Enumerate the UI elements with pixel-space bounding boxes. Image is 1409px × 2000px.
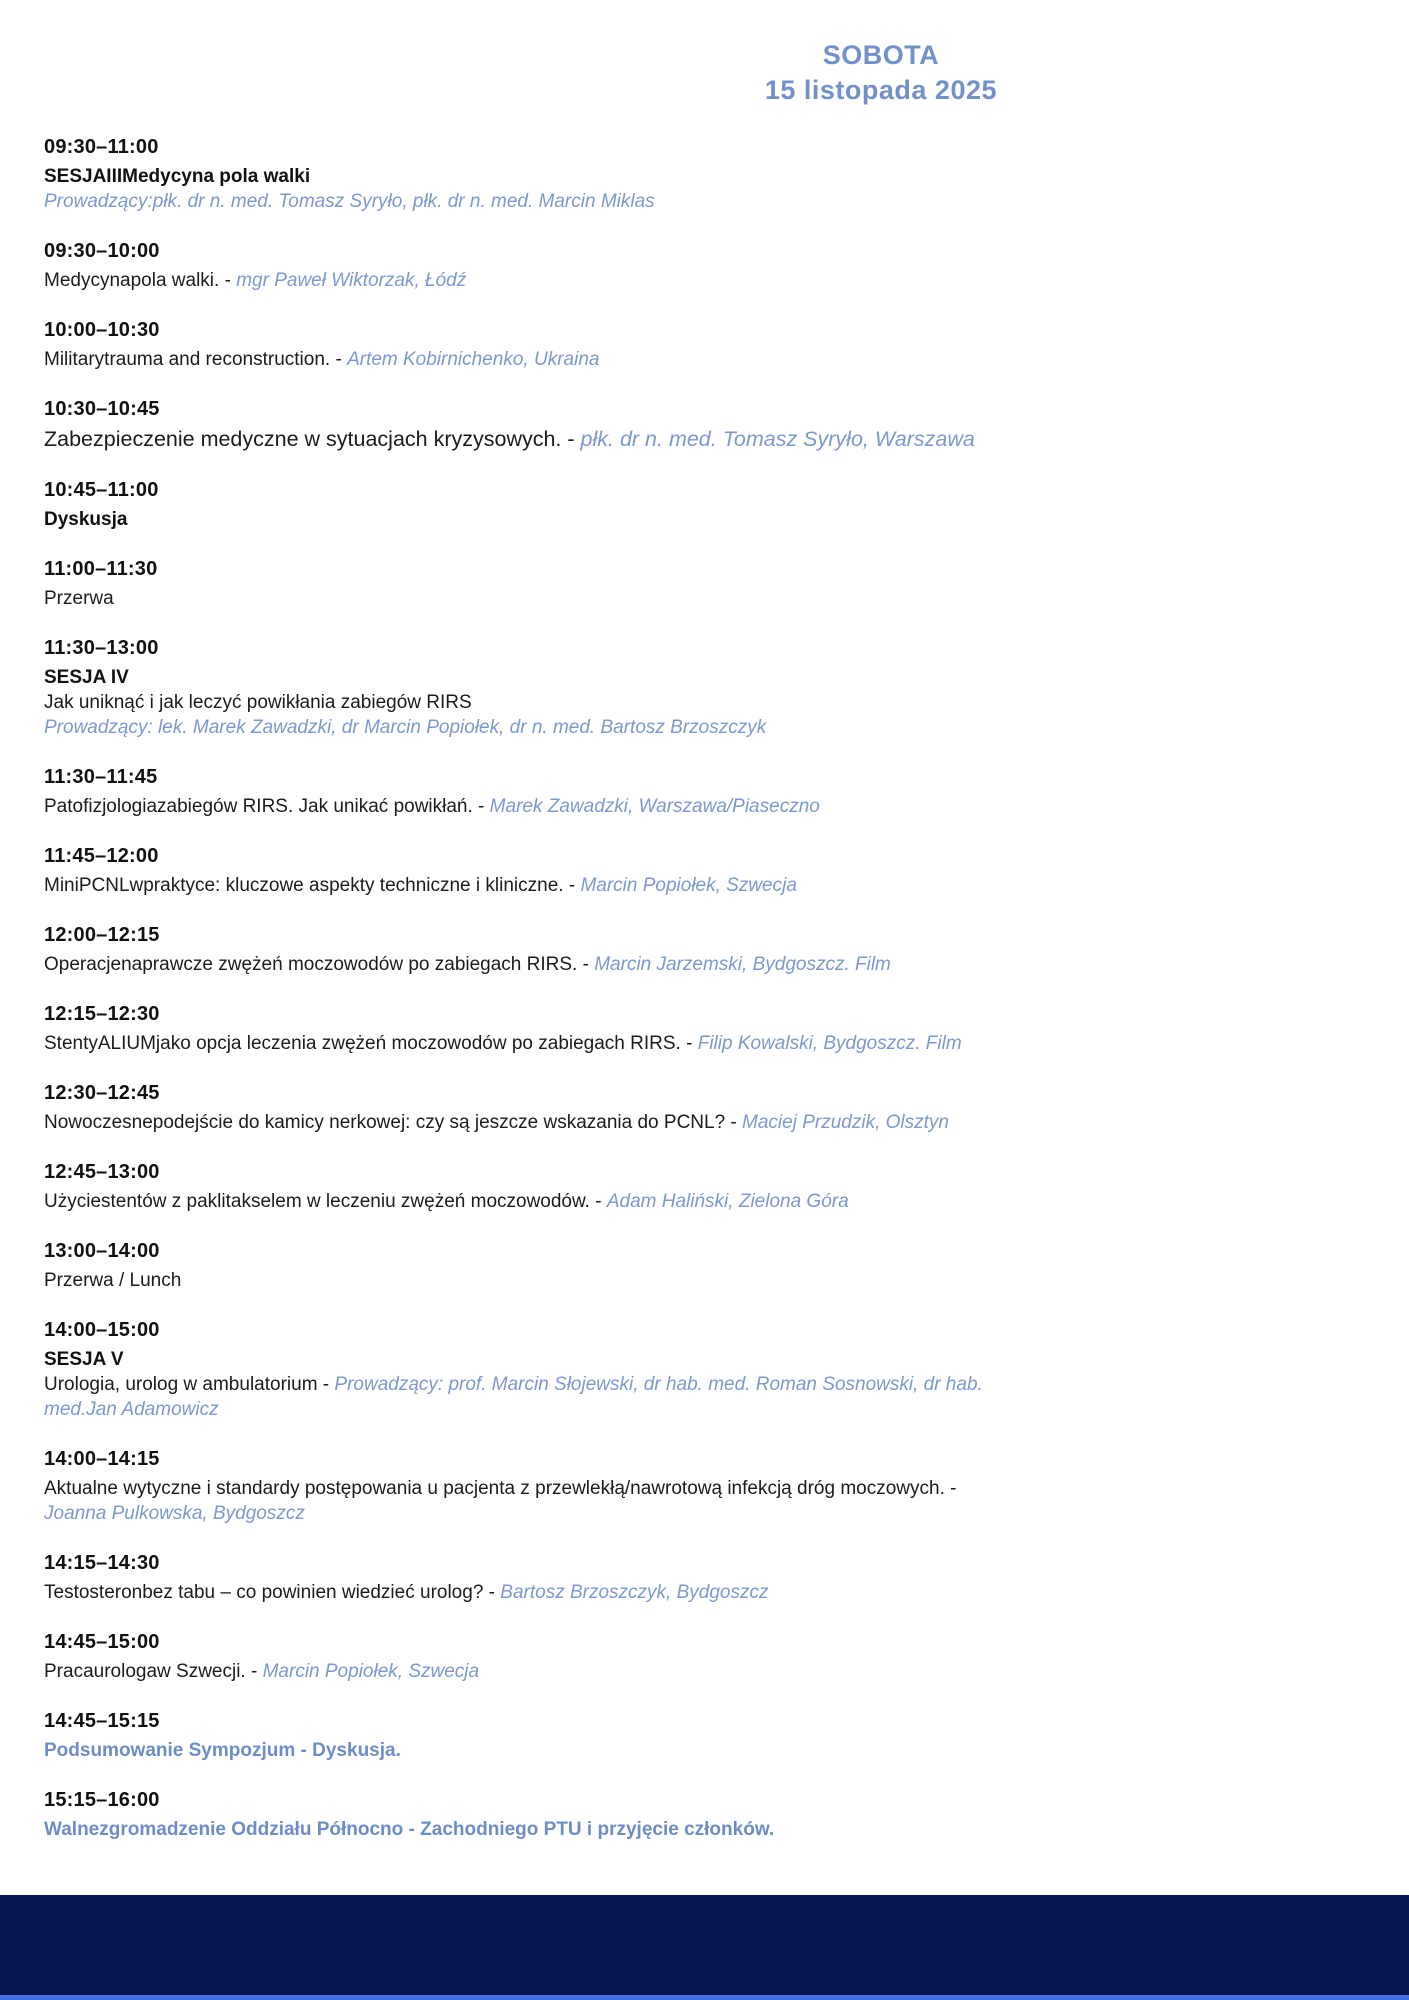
- entry-line: [44, 665, 1009, 690]
- line-text: Militarytrauma and reconstruction. -: [44, 349, 348, 370]
- line-text: SESJA IV: [44, 667, 129, 688]
- line-text: Nowoczesnepodejście do kamicy nerkowej: czy są jeszcze wskazania do PCNL? -: [44, 1112, 743, 1133]
- line-text: Użyciestentów z paklitakselem w leczeniu zwężeń moczowodów. -: [44, 1191, 607, 1212]
- schedule-entry: [44, 1710, 1009, 1763]
- entry-time: 10:00–10:30: [44, 319, 160, 341]
- schedule-entry: [44, 1240, 1009, 1293]
- speaker-name: Bartosz Brzoszczyk, Bydgoszcz: [500, 1582, 769, 1603]
- speaker-name: Marcin Popiołek, Szwecja: [580, 875, 797, 896]
- footer-accent-strip: [0, 1995, 1409, 2000]
- entry-time: 12:30–12:45: [44, 1082, 160, 1104]
- schedule-entry: [44, 1082, 1009, 1135]
- line-text: Walnezgromadzenie Oddziału Północno - Zachodniego PTU i przyjęcie członków.: [44, 1819, 775, 1840]
- schedule-entry: [44, 845, 1009, 898]
- entry-time: 11:45–12:00: [44, 845, 159, 867]
- entry-line: [44, 507, 1009, 532]
- entry-time: 14:00–15:00: [44, 1319, 160, 1341]
- entry-time: 09:30–11:00: [44, 136, 159, 158]
- entry-line: [44, 1738, 1009, 1763]
- entry-time: 10:30–10:45: [44, 398, 160, 420]
- line-text: Dyskusja: [44, 509, 128, 530]
- entry-time: 12:00–12:15: [44, 924, 160, 946]
- entry-time: 14:00–14:15: [44, 1448, 160, 1470]
- schedule-entry: [44, 136, 1009, 214]
- entry-time: 13:00–14:00: [44, 1240, 160, 1262]
- speaker-name: Filip Kowalski, Bydgoszcz. Film: [697, 1033, 962, 1054]
- speaker-name: Marek Zawadzki, Warszawa/Piaseczno: [489, 796, 820, 817]
- schedule-entry: [44, 1161, 1009, 1214]
- schedule-entry: [44, 637, 1009, 740]
- speaker-name: Maciej Przudzik, Olsztyn: [742, 1112, 949, 1133]
- speaker-name: Prowadzący:płk. dr n. med. Tomasz Syryło, płk. dr n. med. Marcin Miklas: [44, 191, 655, 212]
- entry-line: [44, 1268, 1009, 1293]
- speaker-name: mgr Paweł Wiktorzak, Łódź: [236, 270, 467, 291]
- schedule-entry: [44, 924, 1009, 977]
- schedule-entry: [44, 319, 1009, 372]
- line-text: Patofizjologiazabiegów RIRS. Jak unikać powikłań. -: [44, 796, 490, 817]
- entry-line: [44, 1189, 1009, 1214]
- entry-time: 12:45–13:00: [44, 1161, 160, 1183]
- line-text: Testosteronbez tabu – co powinien wiedzieć urolog? -: [44, 1582, 501, 1603]
- entry-time: 11:30–13:00: [44, 637, 159, 659]
- schedule-entry: [44, 398, 1009, 453]
- speaker-name: Joanna Pulkowska, Bydgoszcz: [44, 1503, 305, 1524]
- schedule-entry: [44, 1789, 1009, 1842]
- page-header: [765, 0, 997, 108]
- entry-time: 11:30–11:45: [44, 766, 158, 788]
- entry-time: 14:45–15:15: [44, 1710, 160, 1732]
- schedule-entry: [44, 1448, 1009, 1526]
- speaker-name: Prowadzący: lek. Marek Zawadzki, dr Marcin Popiołek, dr n. med. Bartosz Brzoszczyk: [44, 717, 767, 738]
- entry-line: [44, 347, 1009, 372]
- entry-time: 14:45–15:00: [44, 1631, 160, 1653]
- speaker-name: płk. dr n. med. Tomasz Syryło, Warszawa: [580, 427, 975, 451]
- entry-time: 14:15–14:30: [44, 1552, 160, 1574]
- schedule-entry: [44, 1003, 1009, 1056]
- entry-line: [44, 1347, 1009, 1372]
- entry-time: 11:00–11:30: [44, 558, 158, 580]
- footer-navy-bar: [0, 1895, 1409, 1995]
- entry-line: [44, 1817, 1009, 1842]
- schedule-entry: [44, 479, 1009, 532]
- entry-line: [44, 794, 1009, 819]
- entry-line: [44, 1580, 1009, 1605]
- line-text: Przerwa / Lunch: [44, 1270, 182, 1291]
- entry-line: [44, 873, 1009, 898]
- schedule-entry: [44, 558, 1009, 611]
- entry-time: 09:30–10:00: [44, 240, 160, 262]
- speaker-name: Artem Kobirnichenko, Ukraina: [347, 349, 600, 370]
- speaker-name: Adam Haliński, Zielona Góra: [606, 1191, 849, 1212]
- entry-line: [44, 426, 1009, 453]
- entry-line: [44, 1031, 1009, 1056]
- line-text: StentyALIUMjako opcja leczenia zwężeń moczowodów po zabiegach RIRS. -: [44, 1033, 698, 1054]
- entry-line: [44, 1372, 1009, 1422]
- line-text: Aktualne wytyczne i standardy postępowania u pacjenta z przewlekłą/nawrotową infekcją dróg moczowych. -: [44, 1478, 957, 1499]
- entry-time: 12:15–12:30: [44, 1003, 160, 1025]
- schedule-entry: [44, 1319, 1009, 1422]
- entry-line: [44, 586, 1009, 611]
- line-text: Medycynapola walki. -: [44, 270, 237, 291]
- line-text: SESJAIIIMedycyna pola walki: [44, 166, 311, 187]
- schedule-entry: [44, 766, 1009, 819]
- entry-line: [44, 1476, 1009, 1526]
- speaker-name: Marcin Jarzemski, Bydgoszcz. Film: [594, 954, 891, 975]
- line-text: Pracaurologaw Szwecji. -: [44, 1661, 263, 1682]
- entry-time: 10:45–11:00: [44, 479, 159, 501]
- entry-line: [44, 715, 1009, 740]
- entry-time: 15:15–16:00: [44, 1789, 160, 1811]
- speaker-name: Marcin Popiołek, Szwecja: [262, 1661, 480, 1682]
- line-text: Jak uniknąć i jak leczyć powikłania zabiegów RIRS: [44, 692, 472, 713]
- line-text: MiniPCNLwpraktyce: kluczowe aspekty techniczne i kliniczne. -: [44, 875, 581, 896]
- entry-line: [44, 952, 1009, 977]
- schedule: [0, 136, 1409, 1842]
- entry-line: [44, 268, 1009, 293]
- entry-line: [44, 189, 1009, 214]
- schedule-entry: [44, 1552, 1009, 1605]
- line-text: Przerwa: [44, 588, 114, 609]
- schedule-entry: [44, 1631, 1009, 1684]
- entry-line: [44, 690, 1009, 715]
- entry-line: [44, 1110, 1009, 1135]
- entry-line: [44, 164, 1009, 189]
- speaker-name: Prowadzący: prof. Marcin Słojewski, dr hab. med. Roman Sosnowski, dr hab. med.Jan Adamowicz: [44, 1374, 983, 1420]
- line-text: Operacjenaprawcze zwężeń moczowodów po zabiegach RIRS. -: [44, 954, 595, 975]
- header-day: SOBOTA: [822, 40, 940, 70]
- line-text: Urologia, urolog w ambulatorium -: [44, 1374, 335, 1395]
- schedule-entry: [44, 240, 1009, 293]
- header-date: 15 listopada 2025: [764, 75, 997, 105]
- line-text: Zabezpieczenie medyczne w sytuacjach kryzysowych. -: [44, 427, 581, 451]
- line-text: SESJA V: [44, 1349, 124, 1370]
- entry-line: [44, 1659, 1009, 1684]
- line-text: Podsumowanie Sympozjum - Dyskusja.: [44, 1740, 401, 1761]
